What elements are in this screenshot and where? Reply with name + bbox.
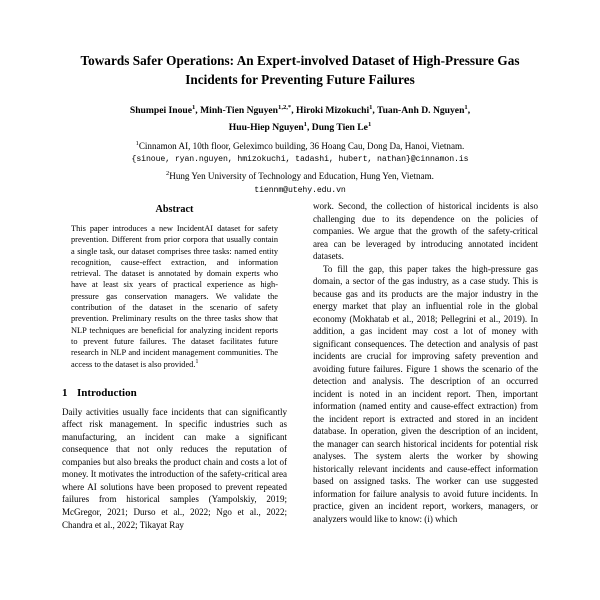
page-title: Towards Safer Operations: An Expert-involved Dataset of High-Pressure Gas Incidents for Preventing Future Failures	[80, 53, 520, 87]
affiliation-1: $^1$Cinnamon AI, 10th floor, Geleximco building, 36 Hoang Cau, Dong Da, Hanoi, Vietnam.	[135, 139, 465, 151]
introduction-body	[62, 406, 287, 531]
author-line-2: Huu-Hiep Nguyen$^1$, Dung Tien Le$^1$	[228, 120, 372, 133]
abstract-footnote-marker: 1	[195, 358, 199, 365]
section-number: 1	[62, 386, 68, 399]
abstract-heading: Abstract	[155, 204, 194, 215]
abstract-text: This paper introduces a new IncidentAI dataset for safety prevention. Different from prior corpora that usually contain a single task, our dataset comprises three tasks: named entity recognition, cause-effect extraction, and information retrieval. The dataset is annotated by domain experts who have at least six years of practical experience as high-pressure gas conservation managers. We validate the contribution of the dataset in the scenario of safety prevention. Preliminary results on the three tasks show that NLP techniques are beneficial for analyzing incident reports to prevent future failures. The dataset facilitates future research in NLP and incident management communities. The access to the dataset is also provided.	[71, 224, 278, 369]
affiliation-2: $^2$Hung Yen University of Technology and Education, Hung Yen, Vietnam.	[166, 170, 434, 182]
paragraph: To fill the gap, this paper takes the high-pressure gas domain, a sector of the gas industry, as a case study. This is because gas and its products are the major industry in the energy market that play an influential role in the global economy (Mokhatab et al., 2018; Pellegrini et al., 2019). In addition, a gas incident may cost a lot of money with significant consequences. The detection and analysis of past incidents are crucial for improving safety prevention and avoiding future failures. Figure 1 shows the scenario of the detection and analysis. The description of an occurred incident is noted in an incident report. Then, important information (named entity and cause-effect extraction) from the incident report is extracted and stored in an incident database. In operation, given the description of an incident, the manager can search historical incidents for potential risk analyses. The system alerts the worker by showing historically relevant incidents and cause-effect information based on assigned tasks. The worker can use suggested information for failure analysis to avoid future incidents. In practice, given an incident report, workers, managers, or analyzers would like to know: (i) which	[313, 263, 538, 524]
paragraph: Daily activities usually face incidents that can significantly affect risk management. In specific industries such as manufacturing, an incident can make a significant consequence that not only reduces the reputation of companies but also breaks the product chain and costs a lot of money. It motivates the introduction of the safety-critical area where AI solutions have been proposed to prevent repeated failures from historical samples (Yampolskiy, 2019; McGregor, 2021; Durso et al., 2022; Ngo et al., 2022; Chandra et al., 2022; Tikayat Ray	[62, 406, 287, 530]
author-line-1: Shumpei Inoue$^1$, Minh-Tien Nguyen$^{1,2,*}$, Hiroki Mizokuchi$^1$, Tuan-Anh D. Nguyen$^1$,	[129, 104, 471, 117]
right-column-body	[313, 200, 538, 525]
title-block	[0, 0, 600, 197]
paragraph: work. Second, the collection of historical incidents is also challenging due to its dependence on the policies of companies. We argue that the growth of the safety-critical area can be leveraged by introducing annotated incident datasets.	[313, 201, 538, 262]
section-heading-introduction	[62, 387, 287, 399]
abstract-paragraph	[71, 223, 278, 370]
email-1: {sinoue, ryan.nguyen, hmizokuchi, tadashi, hubert, nathan}@cinnamon.is	[131, 155, 469, 165]
author-list	[62, 103, 538, 135]
column-left	[62, 200, 287, 600]
section-title: Introduction	[77, 386, 137, 399]
abstract-body	[62, 223, 287, 370]
column-right	[313, 200, 538, 600]
email-2: tiennm@utehy.edu.vn	[254, 186, 346, 196]
body-columns	[62, 200, 538, 600]
